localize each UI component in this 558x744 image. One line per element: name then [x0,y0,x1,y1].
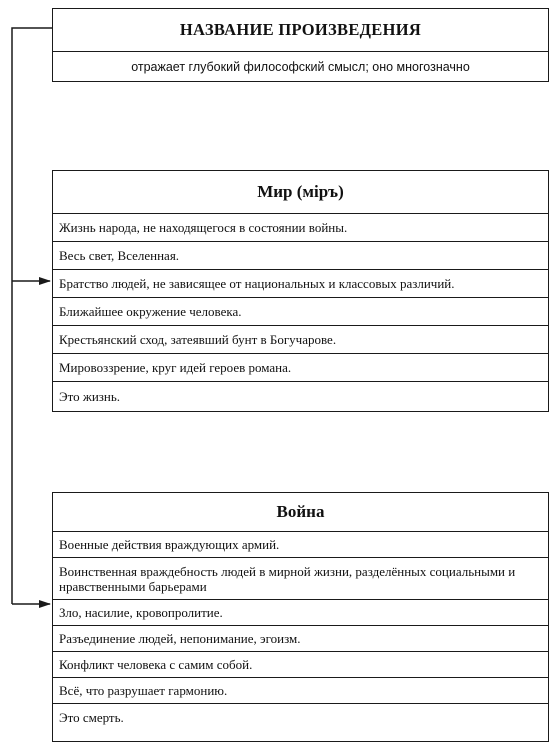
mir-item: Крестьянский сход, затеявший бунт в Богучарове. [53,326,548,354]
connector-trunk [12,28,52,604]
mir-item: Жизнь народа, не находящегося в состоянии войны. [53,214,548,242]
title-heading: НАЗВАНИЕ ПРОИЗВЕДЕНИЯ [53,9,548,52]
voina-item: Зло, насилие, кровопролитие. [53,600,548,626]
title-box [52,8,549,82]
mir-item: Братство людей, не зависящее от национальных и классовых различий. [53,270,548,298]
voina-heading: Война [53,493,548,532]
voina-item: Разъединение людей, непонимание, эгоизм. [53,626,548,652]
voina-item: Всё, что разрушает гармонию. [53,678,548,704]
mir-heading: Мир (міръ) [53,171,548,214]
mir-item: Ближайшее окружение человека. [53,298,548,326]
voina-item: Воинственная враждебность людей в мирной жизни, разделённых социальными и нравственными барьерами [53,558,548,600]
mir-box [52,170,549,412]
title-subtitle: отражает глубокий философский смысл; оно многозначно [131,60,470,74]
mir-item: Мировоззрение, круг идей героев романа. [53,354,548,382]
voina-item: Конфликт человека с самим собой. [53,652,548,678]
mir-item: Это жизнь. [59,388,121,404]
voina-item: Это смерть. [59,709,124,725]
voina-box [52,492,549,742]
mir-item: Весь свет, Вселенная. [53,242,548,270]
voina-item: Военные действия враждующих армий. [53,532,548,558]
